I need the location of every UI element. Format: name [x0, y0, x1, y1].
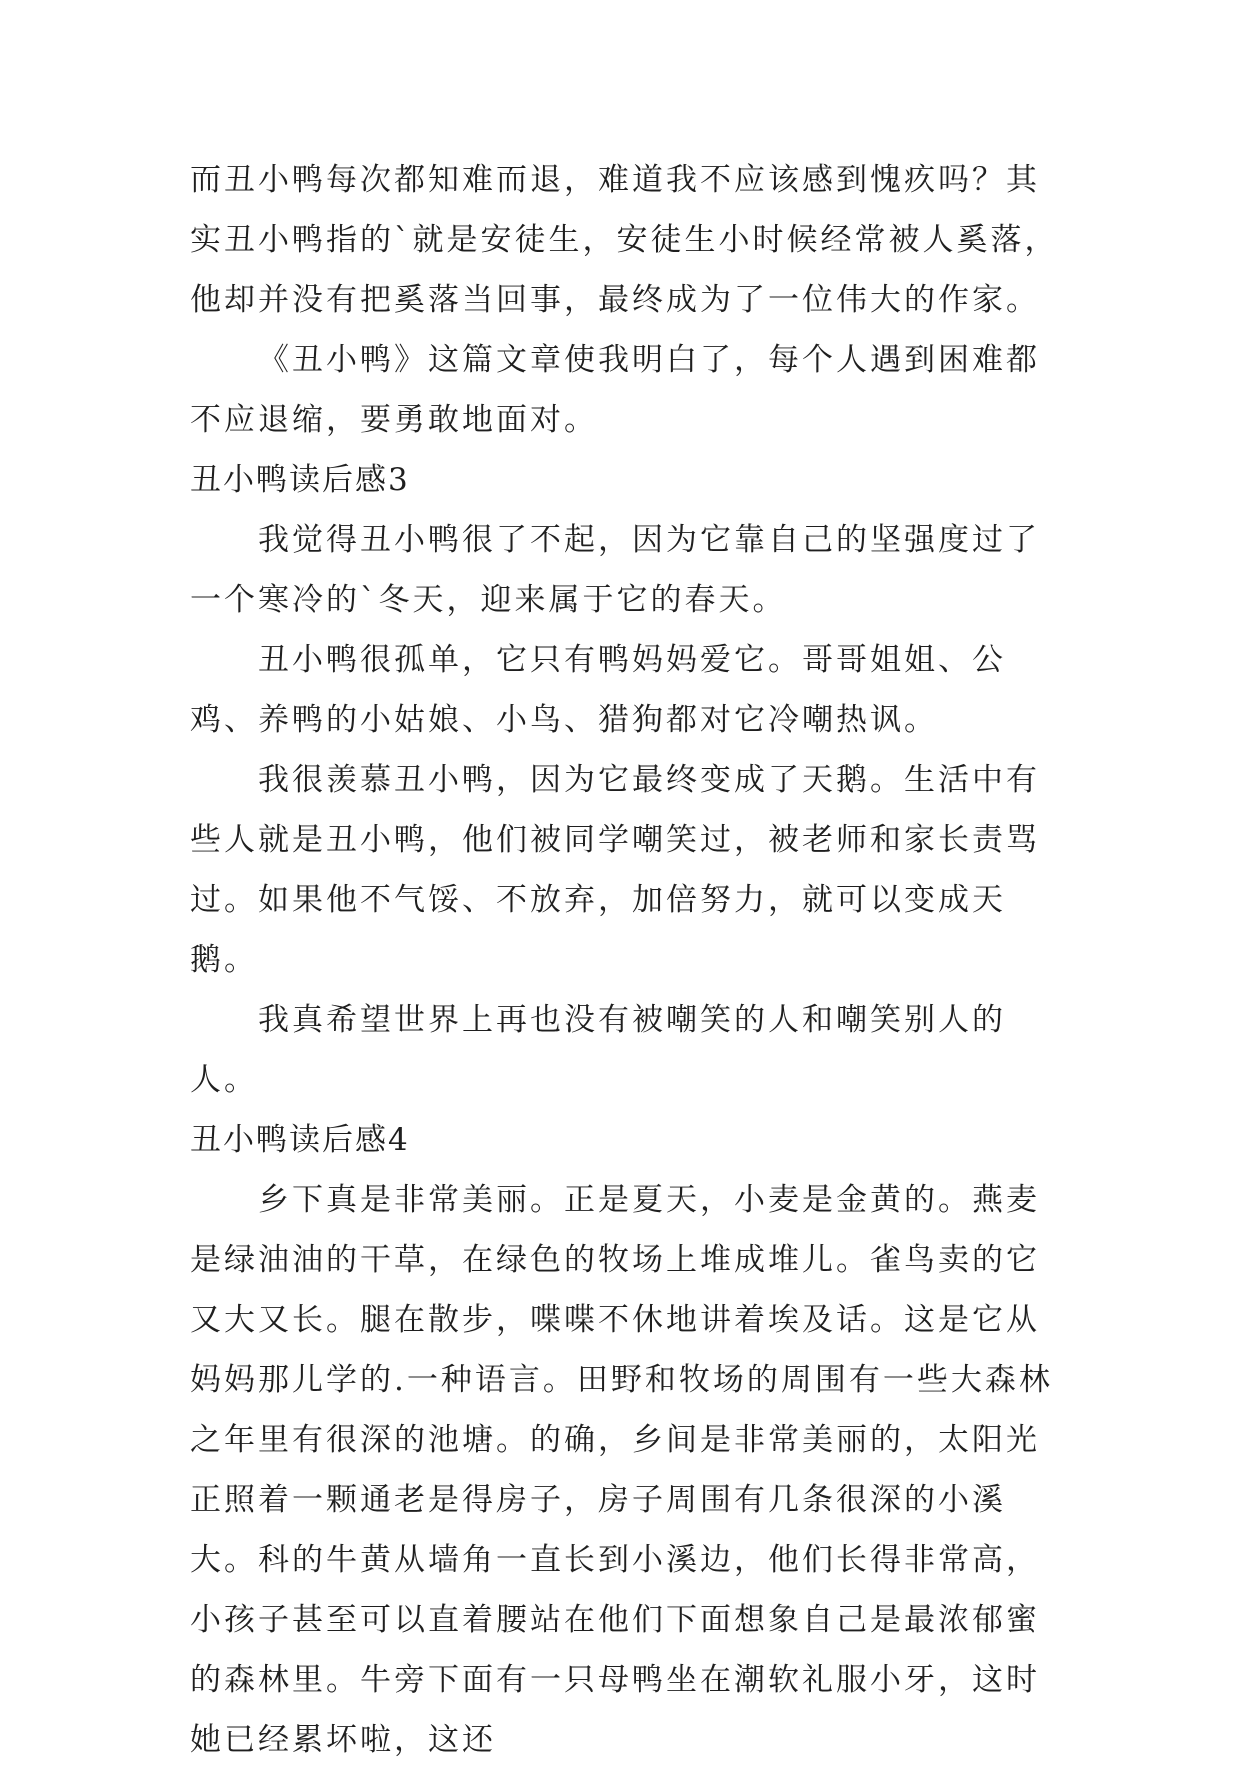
- section3-paragraph-4: 我真希望世界上再也没有被嘲笑的人和嘲笑别人的人。: [190, 1002, 1006, 1098]
- section3-paragraph-1: 我觉得丑小鸭很了不起，因为它靠自己的坚强度过了一个寒冷的`冬天，迎来属于它的春天。: [190, 522, 1040, 618]
- section-heading-3: 丑小鸭读后感3: [190, 462, 410, 498]
- section-heading-4: 丑小鸭读后感4: [190, 1122, 410, 1158]
- section3-paragraph-3: 我很羡慕丑小鸭，因为它最终变成了天鹅。生活中有些人就是丑小鸭，他们被同学嘲笑过，被老师和家长责骂过。如果他不气馁、不放弃，加倍努力，就可以变成天鹅。: [190, 762, 1040, 978]
- paragraph-conclusion: 《丑小鸭》这篇文章使我明白了，每个人遇到困难都不应退缩，要勇敢地面对。: [190, 342, 1040, 438]
- section4-paragraph-1: 乡下真是非常美丽。正是夏天，小麦是金黄的。燕麦是绿油油的干草，在绿色的牧场上堆成堆儿。雀鸟卖的它又大又长。腿在散步，喋喋不休地讲着埃及话。这是它从妈妈那儿学的.一种语言。田野和牧场的周围有一些大森林之年里有很深的池塘。的确，乡间是非常美丽的，太阳光正照着一颗通老是得房子，房子周围有几条很深的小溪大。科的牛黄从墙角一直长到小溪边，他们长得非常高，小孩子甚至可以直着腰站在他们下面想象自己是最浓郁蜜的森林里。牛旁下面有一只母鸭坐在潮软礼服小牙，这时她已经累坏啦，这还: [190, 1182, 1053, 1758]
- paragraph-continuation: 而丑小鸭每次都知难而退，难道我不应该感到愧疚吗？其实丑小鸭指的`就是安徒生，安徒生小时候经常被人奚落，他却并没有把奚落当回事，最终成为了一位伟大的作家。: [190, 162, 1059, 318]
- document-body: [190, 150, 1070, 1770]
- section3-paragraph-2: 丑小鸭很孤单，它只有鸭妈妈爱它。哥哥姐姐、公鸡、养鸭的小姑娘、小鸟、猎狗都对它冷嘲热讽。: [190, 642, 1006, 738]
